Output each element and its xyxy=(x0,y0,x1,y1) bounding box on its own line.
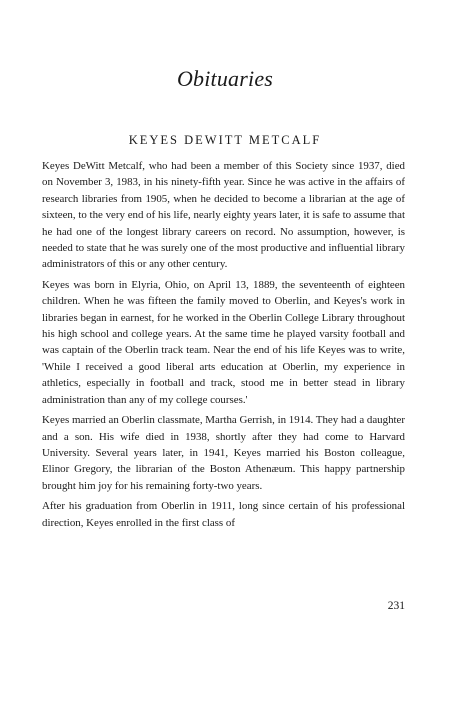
paragraph: After his graduation from Oberlin in 1911, long since certain of his professional direction, Keyes enrolled in the first class of xyxy=(42,500,405,529)
obituary-body xyxy=(42,158,405,531)
section-title: Obituaries xyxy=(176,66,274,91)
obituary-heading: KEYES DEWITT METCALF xyxy=(128,133,322,147)
paragraph: Keyes DeWitt Metcalf, who had been a member of this Society since 1937, died on November 3, 1983, in his ninety-fifth year. Since he was active in the affairs of research libraries from 1905, when he decided to become a librarian at the age of sixteen, to the very end of his life, nearly eighty years later, it is safe to assume that he had one of the longest library careers on record. No assumption, however, is needed to state that he was surely one of the most productive and influential library administrators of this or any other century. xyxy=(42,160,405,271)
page-number: 231 xyxy=(387,600,405,612)
paragraph: Keyes was born in Elyria, Ohio, on April 13, 1889, the seventeenth of eighteen children. When he was fifteen the family moved to Oberlin, and Keyes's work in libraries began in earnest, for he worked in the Oberlin College Library throughout his high school and college years. At the same time he played varsity football and was captain of the Oberlin track team. Near the end of his life Keyes was to write, 'While I received a good liberal arts education at Oberlin, my experience in athletics, especially in football and track, stood me in better stead in library administration than any of my college courses.' xyxy=(42,278,405,406)
paragraph: Keyes married an Oberlin classmate, Martha Gerrish, in 1914. They had a daughter and a son. His wife died in 1938, shortly after they had come to Harvard University. Several years later, in 1941, Keyes married his Boston colleague, Elinor Gregory, the librarian of the Boston Athenæum. This happy partnership brought him joy for his remaining forty-two years. xyxy=(42,414,406,492)
